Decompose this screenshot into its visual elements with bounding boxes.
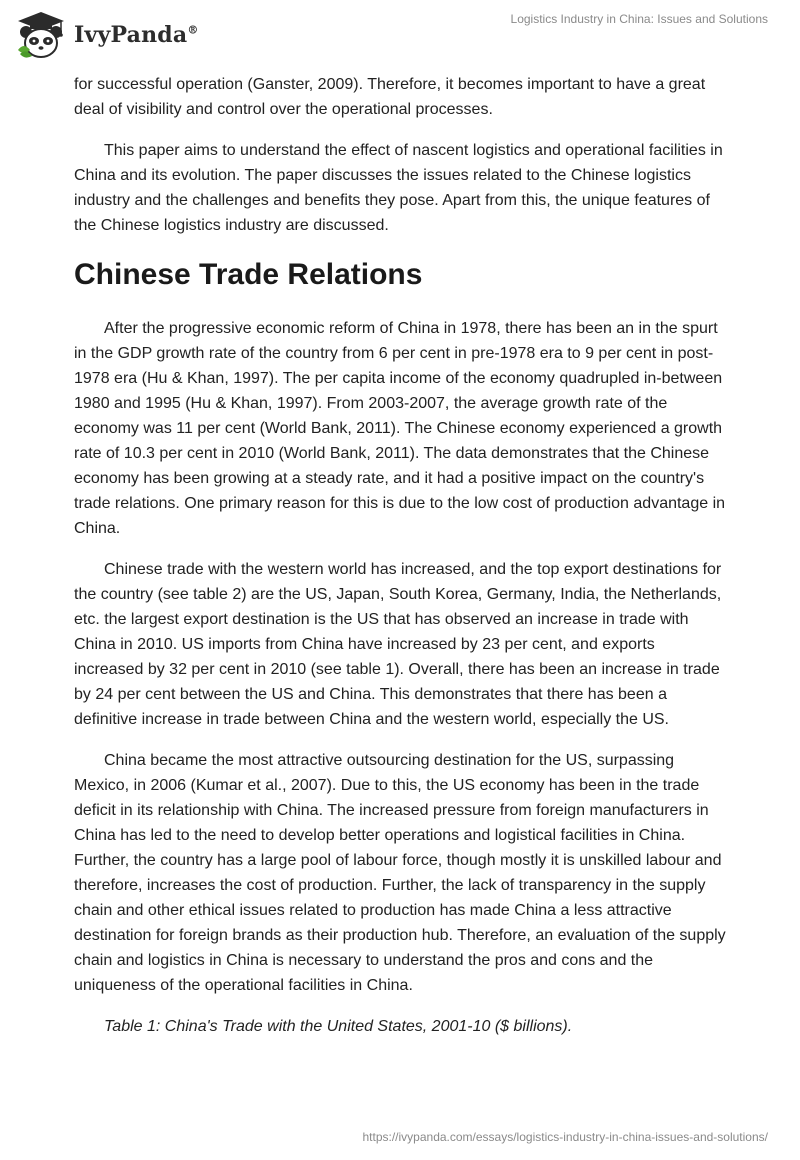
paragraph-intro: This paper aims to understand the effect of nascent logistics and operational facilities in China and its evolution. The paper discusses the issues related to the Chinese logistics industry and the challenges and benefits they pose. Apart from this, the unique features of the Chinese logistics industry are discussed. — [74, 142, 723, 234]
table-caption: Table 1: China's Trade with the United States, 2001-10 ($ billions). — [104, 1018, 573, 1035]
paragraph-outsourcing: China became the most attractive outsourcing destination for the US, surpassing Mexico, in 2006 (Kumar et al., 2007). Due to this, the US economy has been in the trade deficit in its relationship with China. The increased pressure from foreign manufacturers in China has led to the need to develop better operations and logistical facilities in China. Further, the country has a large pool of labour force, though mostly it is unskilled labour and therefore, increases the cost of production. Further, the lack of transparency in the supply chain and other ethical issues related to production has made China a less attractive destination for foreign brands as their production hub. Therefore, an evaluation of the supply chain and logistics in China is necessary to understand the pros and cons and the uniqueness of the operational facilities in China. — [74, 752, 726, 994]
paragraph-economic-reform: After the progressive economic reform of China in 1978, there has been an in the spurt in the GDP growth rate of the country from 6 per cent in pre-1978 era to 9 per cent in post-1978 era (Hu & Khan, 1997). The per capita income of the economy quadrupled in-between 1980 and 1995 (Hu & Khan, 1997). From 2003-2007, the average growth rate of the economy was 11 per cent (World Bank, 2011). The Chinese economy experienced a growth rate of 10.3 per cent in 2010 (World Bank, 2011). The data demonstrates that the Chinese economy has been growing at a steady rate, and it had a positive impact on the country's trade relations. One primary reason for this is due to the low cost of production advantage in China. — [74, 320, 726, 537]
paragraph-western-trade: Chinese trade with the western world has increased, and the top export destinations for the country (see table 2) are the US, Japan, South Korea, Germany, India, the Netherlands, etc. the largest export destination is the US that has observed an increase in trade with China in 2010. US imports from China have increased by 23 per cent, and exports increased by 32 per cent in 2010 (see table 1). Overall, there has been an increase in trade by 24 per cent between the US and China. This demonstrates that there has been a definitive increase in trade between China and the western world, especially the US. — [74, 561, 722, 728]
document-title: Logistics Industry in China: Issues and Solutions — [510, 12, 768, 26]
source-url[interactable]: https://ivypanda.com/essays/logistics-industry-in-china-issues-and-solutions/ — [362, 1130, 768, 1144]
section-heading: Chinese Trade Relations — [74, 258, 423, 291]
panda-logo-icon — [14, 10, 68, 60]
article-body — [74, 72, 726, 1039]
page-header — [0, 0, 800, 70]
brand-name: IvyPanda® — [74, 22, 199, 48]
paragraph-continued: for successful operation (Ganster, 2009). Therefore, it becomes important to have a great deal of visibility and control over the operational processes. — [74, 76, 706, 118]
brand-logo[interactable] — [14, 8, 199, 62]
